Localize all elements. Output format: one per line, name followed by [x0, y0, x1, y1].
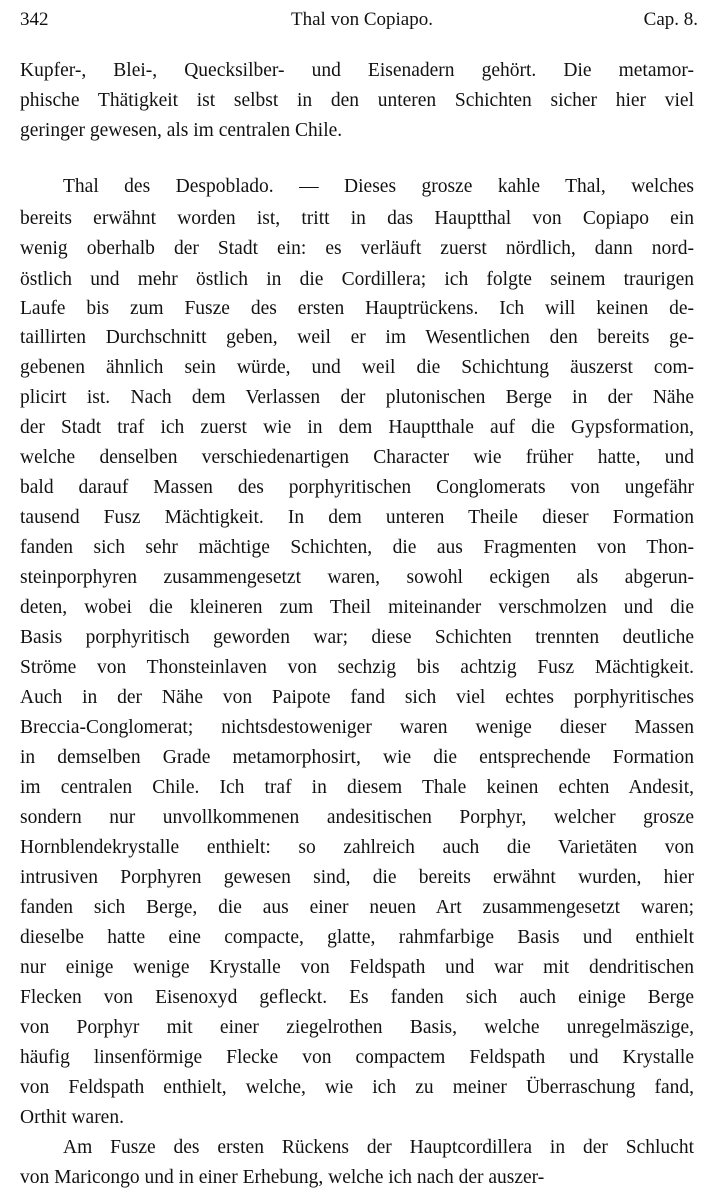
- text-line: dieselbe hatte eine compacte, glatte, rahmfarbige Basis und enthielt: [20, 927, 694, 948]
- text-line: im centralen Chile. Ich traf in diesem Thale keinen echten Andesit,: [20, 777, 694, 798]
- text-line: Breccia-Conglomerat; nichtsdestoweniger waren wenige dieser Massen: [20, 717, 694, 738]
- text-line: deten, wobei die kleineren zum Theil miteinander verschmolzen und die: [20, 597, 694, 618]
- text-line: Auch in der Nähe von Paipote fand sich viel echtes porphyritisches: [20, 687, 694, 708]
- text-line: in demselben Grade metamorphosirt, wie die entsprechende Formation: [20, 747, 694, 768]
- text-line: Am Fusze des ersten Rückens der Hauptcordillera in der Schlucht: [63, 1137, 694, 1158]
- text-line: Ströme von Thonsteinlaven von sechzig bis achtzig Fusz Mächtigkeit.: [20, 657, 694, 678]
- text-line: von Porphyr mit einer ziegelrothen Basis, welche unregelmäszige,: [20, 1017, 694, 1038]
- text-line: phische Thätigkeit ist selbst in den unteren Schichten sicher hier viel: [20, 90, 694, 111]
- text-line: wenig oberhalb der Stadt ein: es verläuft zuerst nördlich, dann nord-: [20, 238, 694, 259]
- text-line: Kupfer-, Blei-, Quecksilber- und Eisenadern gehört. Die metamor-: [20, 60, 694, 81]
- text-line: nur einige wenige Krystalle von Feldspath und war mit dendritischen: [20, 957, 694, 978]
- text-line: bereits erwähnt worden ist, tritt in das Hauptthal von Copiapo ein: [20, 208, 694, 229]
- text-line: sondern nur unvollkommenen andesitischen Porphyr, welcher grosze: [20, 807, 694, 828]
- text-line: gebenen ähnlich sein würde, und weil die Schichtung äuszerst com-: [20, 357, 694, 378]
- text-line: Basis porphyritisch geworden war; diese Schichten trennten deutliche: [20, 627, 694, 648]
- running-title: Thal von Copiapo.: [291, 9, 433, 30]
- text-line: der Stadt traf ich zuerst wie in dem Hauptthale auf die Gypsformation,: [20, 417, 694, 438]
- text-line: fanden sich sehr mächtige Schichten, die aus Fragmenten von Thon-: [20, 537, 694, 558]
- text-line: plicirt ist. Nach dem Verlassen der plutonischen Berge in der Nähe: [20, 387, 694, 408]
- text-line: bald darauf Massen des porphyritischen Conglomerats von ungefähr: [20, 477, 694, 498]
- text-line: fanden sich Berge, die aus einer neuen Art zusammengesetzt waren;: [20, 897, 694, 918]
- text-line: steinporphyren zusammengesetzt waren, sowohl eckigen als abgerun-: [20, 567, 694, 588]
- text-line: östlich und mehr östlich in die Cordillera; ich folgte seinem traurigen: [20, 269, 694, 290]
- page-number: 342: [20, 9, 49, 30]
- text-line: geringer gewesen, als im centralen Chile.: [20, 120, 343, 141]
- text-line: tausend Fusz Mächtigkeit. In dem unteren Theile dieser Formation: [20, 507, 694, 528]
- text-line: Orthit waren.: [20, 1107, 124, 1128]
- text-line: Flecken von Eisenoxyd gefleckt. Es fanden sich auch einige Berge: [20, 987, 694, 1008]
- text-line: Thal des Despoblado. — Dieses grosze kahle Thal, welches: [63, 176, 694, 197]
- text-line: Laufe bis zum Fusze des ersten Hauptrückens. Ich will keinen de-: [20, 298, 694, 319]
- text-line: Hornblendekrystalle enthielt: so zahlreich auch die Varietäten von: [20, 837, 694, 858]
- text-line: häufig linsenförmige Flecke von compactem Feldspath und Krystalle: [20, 1047, 694, 1068]
- text-line: von Maricongo und in einer Erhebung, welche ich nach der auszer-: [20, 1167, 545, 1188]
- text-line: welche denselben verschiedenartigen Character wie früher hatte, und: [20, 447, 694, 468]
- text-line: taillirten Durchschnitt geben, weil er im Wesentlichen den bereits ge-: [20, 327, 694, 348]
- text-line: von Feldspath enthielt, welche, wie ich zu meiner Überraschung fand,: [20, 1077, 694, 1098]
- chapter-label: Cap. 8.: [643, 9, 698, 30]
- text-line: intrusiven Porphyren gewesen sind, die bereits erwähnt wurden, hier: [20, 867, 694, 888]
